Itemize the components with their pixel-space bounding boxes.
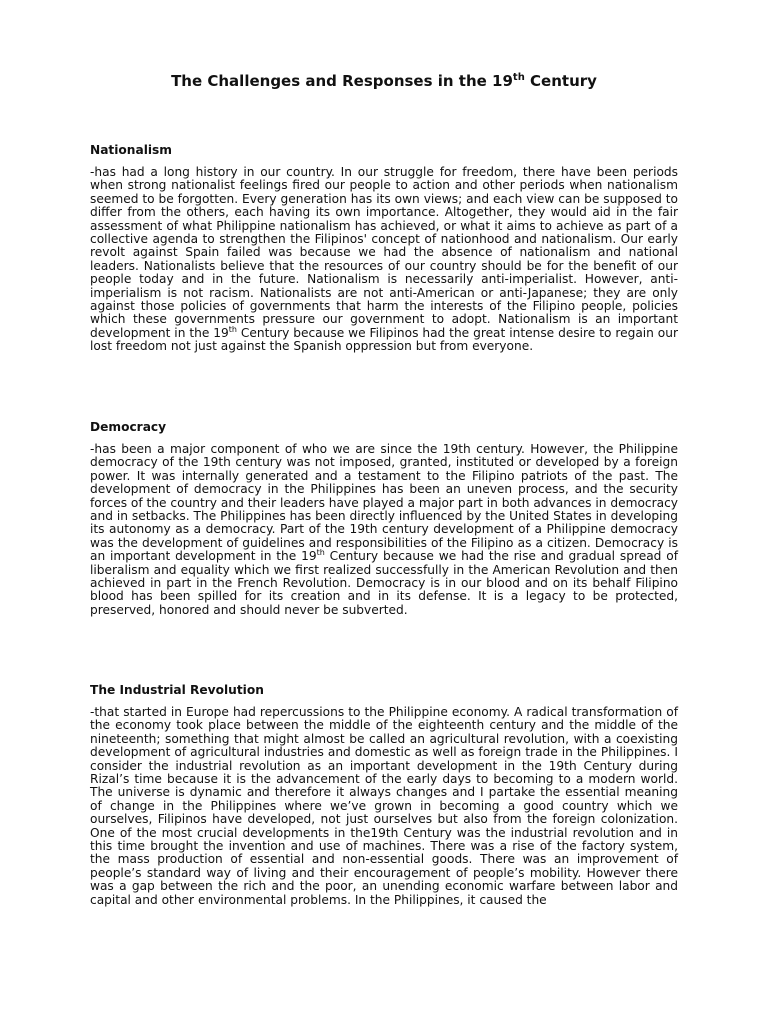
body-text: -that started in Europe had repercussions to the Philippine economy. A radical transformation of the economy took place between the middle of the eighteenth century and the middle of the nineteenth; something that might almost be called an agricultural revolution, with a coexisting development of agricultural industries and domestic as well as foreign trade in the Philippines. I consider the industrial revolution as an important development in the 19th Century during Rizal’s time because it is the advancement of the early days to becoming to a modern world. The universe is dynamic and therefore it always changes and I partake the essential meaning of change in the Philippines where we’ve grown in becoming a good country which we ourselves, Filipinos have developed, not just ourselves but also from the foreign colonization. One of the most crucial developments in the19th Century was the industrial revolution and in this time brought the invention and use of machines. There was a rise of the factory system, the mass production of essential and non-essential goods. There was an improvement of people’s standard way of living and their encouragement of people’s mobility. However there was a gap between the rich and the poor, an unending economic warfare between labor and capital and other environmental problems. In the Philippines, it caused the (90, 705, 678, 907)
title-superscript: th (512, 72, 525, 83)
body-superscript: th (228, 324, 237, 334)
section-body-industrial-revolution (90, 706, 678, 907)
title-end: Century (524, 72, 597, 90)
body-text: -has been a major component of who we are since the 19th century. However, the Philippine democracy of the 19th century was not imposed, granted, instituted or developed by a foreign power. It was internally generated and a testament to the Filipino patriots of the past. The development of democracy in the Philippines has been an uneven process, and the security forces of the country and their leaders have played a major part in both advances in democracy and in setbacks. The Philippines has been directly influenced by the United States in developing its autonomy as a democracy. Part of the 19th century development of a Philippine democracy was the development of guidelines and responsibilities of the Filipino as a citizen. Democracy is an important development in the 19 (90, 442, 678, 564)
body-text: Century because we had the rise and gradual spread of liberalism and equality which we first realized successfully in the American Revolution and then achieved in part in the French Revolution. Democracy is in our blood and on its behalf Filipino blood has been spilled for its creation and in its defense. It is a legacy to be protected, preserved, honored and should never be subverted. (90, 549, 678, 617)
section-heading-democracy: Democracy (90, 420, 167, 434)
section-body-nationalism (90, 166, 678, 354)
section-body-democracy (90, 443, 678, 617)
title-main: The Challenges and Responses in the 19 (171, 72, 513, 90)
section-heading-industrial-revolution: The Industrial Revolution (90, 683, 264, 697)
section-heading-nationalism: Nationalism (90, 143, 173, 157)
document-title (90, 70, 678, 92)
body-text: -has had a long history in our country. In our struggle for freedom, there have been periods when strong nationalist feelings fired our people to action and other periods when nationalism seemed to be forgotten. Every generation has its own views; and each view can be supposed to differ from the others, each having its own importance. Altogether, they would aid in the fair assessment of what Philippine nationalism has achieved, or what it aims to achieve as part of a collective agenda to strengthen the Filipinos' concept of nationhood and nationalism. Our early revolt against Spain failed was because we had the absence of nationalism and national leaders. Nationalists believe that the resources of our country should be for the benefit of our people today and in the future. Nationalism is necessarily anti-imperialist. However, anti-imperialism is not racism. Nationalists are not anti-American or anti-Japanese; they are only against those policies of governments that harm the interests of the Filipino people, policies which these governments pressure our government to adopt. Nationalism is an important development in the 19 (90, 165, 678, 340)
body-superscript: th (316, 548, 325, 558)
body-text: Century because we Filipinos had the great intense desire to regain our lost freedom not just against the Spanish oppression but from everyone. (90, 325, 678, 354)
